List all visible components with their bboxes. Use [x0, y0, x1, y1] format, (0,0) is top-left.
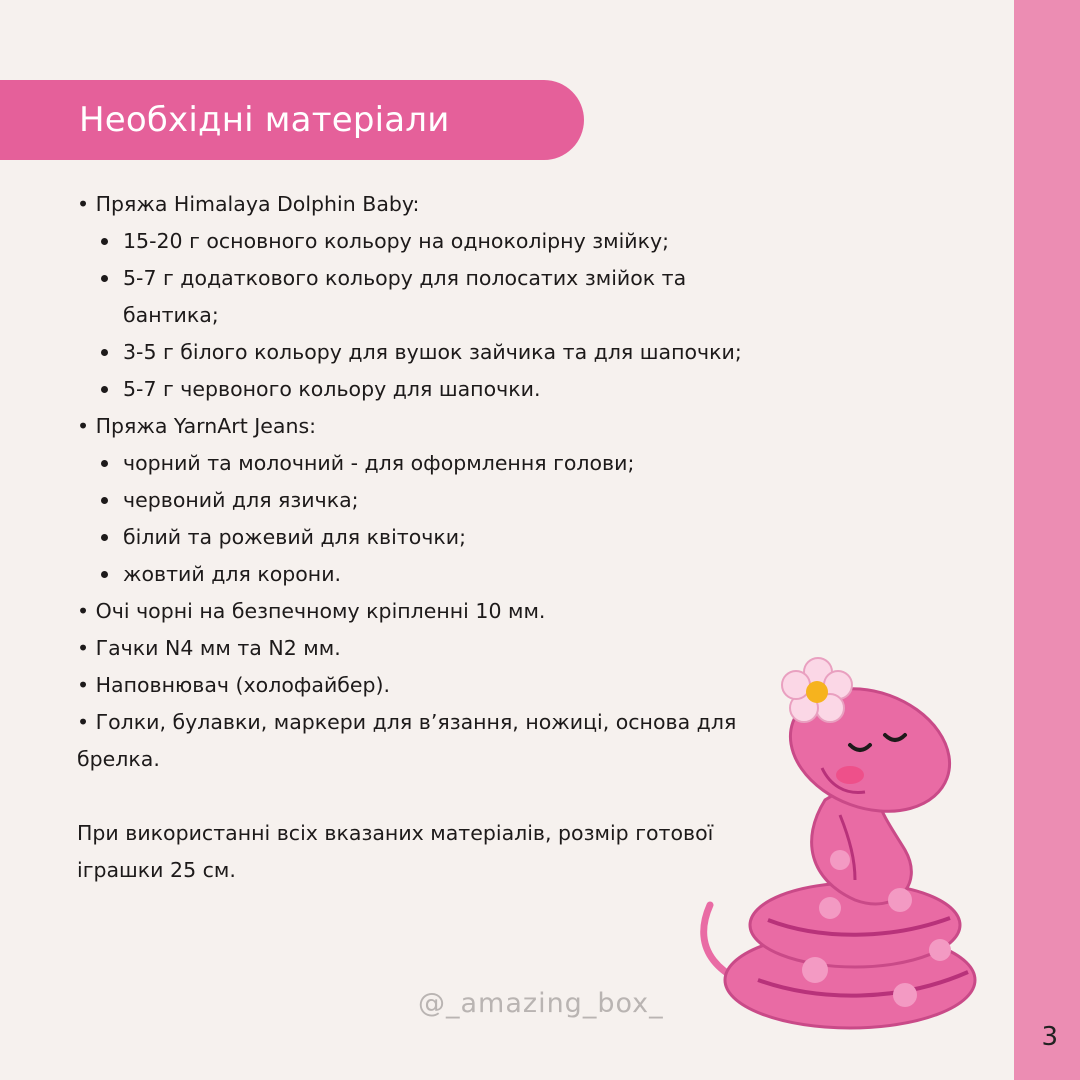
list-item [77, 186, 777, 408]
sub-list-item: чорний та молочний - для оформлення голови; [123, 445, 777, 482]
sub-list [77, 445, 777, 593]
list-item: • Очі чорні на безпечному кріпленні 10 мм. [77, 599, 546, 623]
snake-illustration [680, 650, 1000, 1040]
list-item: • Гачки N4 мм та N2 мм. [77, 636, 341, 660]
page-number: 3 [1041, 1022, 1058, 1052]
sub-list-item: червоний для язичка; [123, 482, 777, 519]
watermark: @_amazing_box_ [418, 988, 664, 1019]
list-item: • Наповнювач (холофайбер). [77, 673, 391, 697]
page-title: Необхідні матеріали [79, 100, 450, 140]
sub-list [77, 223, 777, 408]
size-note: При використанні всіх вказаних матеріалів, розмір готової іграшки 25 см. [77, 821, 714, 882]
sub-list-item: 3-5 г білого кольору для вушок зайчика та для шапочки; [123, 334, 777, 371]
sub-list-item: жовтий для корони. [123, 556, 777, 593]
title-banner [0, 80, 584, 160]
list-item: • Голки, булавки, маркери для в’язання, ножиці, основа для брелка. [77, 710, 737, 771]
side-strip [1014, 0, 1080, 1080]
flower-icon [782, 658, 852, 722]
list-item-text: • Пряжа Himalaya Dolphin Baby: [77, 192, 420, 216]
list-item-text: • Пряжа YarnArt Jeans: [77, 414, 317, 438]
sub-list-item: 5-7 г червоного кольору для шапочки. [123, 371, 777, 408]
snake-body [704, 667, 975, 1028]
list-item [77, 408, 777, 593]
sub-list-item: 15-20 г основного кольору на одноколірну змійку; [123, 223, 777, 260]
sub-list-item: 5-7 г додаткового кольору для полосатих змійок та бантика; [123, 260, 723, 334]
sub-list-item: білий та рожевий для квіточки; [123, 519, 777, 556]
materials-list [77, 186, 777, 778]
